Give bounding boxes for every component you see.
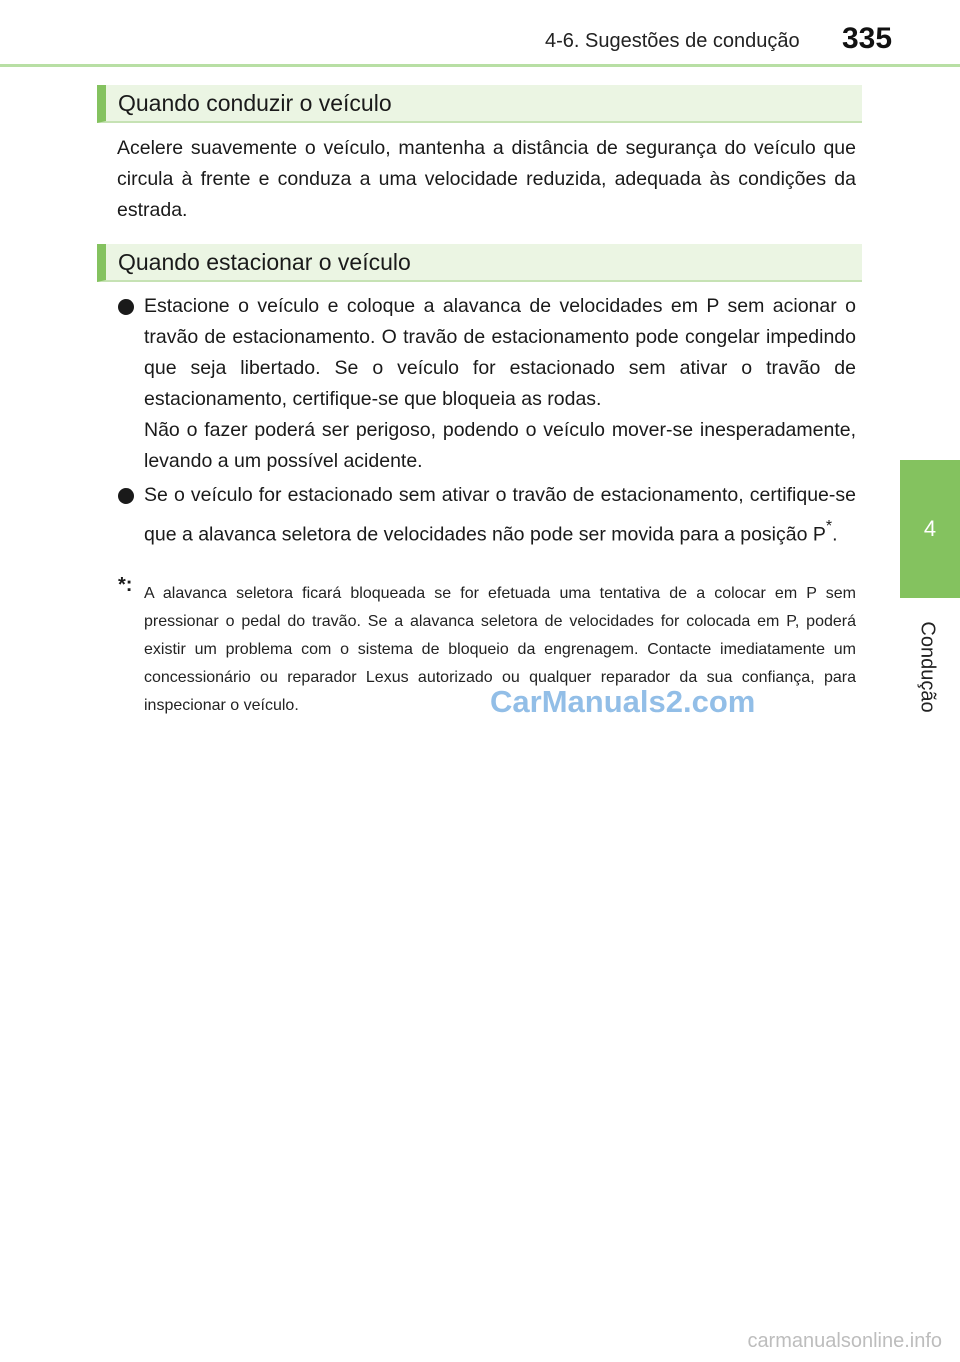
parking-bullet-2-end: . (832, 523, 838, 546)
page-number: 335 (842, 22, 893, 55)
parking-bullet-1: Estacione o veículo e coloque a alavanca de velocidades em P sem acionar o travão de estacionamento. O travão de estacionamento pode congelar impedindo que seja libertado. Se o veículo for estacionado sem ativar o travão de estacionamento, certifique-se que bloqueia as rodas. (144, 295, 856, 410)
chapter-tab (900, 460, 960, 598)
footnote-mark: *: (118, 574, 133, 596)
section-heading-driving-text: Quando conduzir o veículo (118, 89, 392, 116)
parking-bullet-1-warning: Não o fazer poderá ser perigoso, podendo o veículo mover-se inesperadamente, levando a um possível acidente. (144, 419, 856, 472)
parking-bullet-2 (144, 480, 856, 551)
chapter-label-text: Condução (916, 621, 939, 713)
footnote-text: A alavanca seletora ficará bloqueada se for efetuada uma tentativa de a colocar em P sem pressionar o pedal do travão. Se a alavanca seletora de velocidades for colocada em P, poderá existir um problema com o sistema de bloqueio da engrenagem. Contacte imediatamente um concessionário ou reparador Lexus autorizado ou qualquer reparador da sua confiança, para inspecionar o veículo. (144, 585, 856, 714)
section-heading-parking (97, 244, 862, 282)
parking-bullet-2-text: Se o veículo for estacionado sem ativar o travão de estacionamento, certifique-se que a alavanca seletora de velocidades não pode ser movida para a posição P (144, 484, 856, 546)
header-rule (0, 64, 960, 67)
chapter-number: 4 (923, 516, 937, 541)
header-section-title: 4-6. Sugestões de condução (545, 30, 800, 52)
section-heading-driving (97, 85, 862, 123)
bullet-dot (118, 299, 134, 315)
watermark-carmanualsonline: carmanualsonline.info (747, 1330, 942, 1352)
footnote-marker: * (825, 518, 833, 535)
driving-paragraph: Acelere suavemente o veículo, mantenha a distância de segurança do veículo que circula à frente e conduza a uma velocidade reduzida, adequada às condições da estrada. (117, 137, 856, 221)
section-heading-parking-text: Quando estacionar o veículo (118, 248, 411, 275)
watermark-carmanuals2: CarManuals2.com (490, 684, 756, 719)
chapter-label (912, 612, 942, 722)
bullet-dot (118, 488, 134, 504)
